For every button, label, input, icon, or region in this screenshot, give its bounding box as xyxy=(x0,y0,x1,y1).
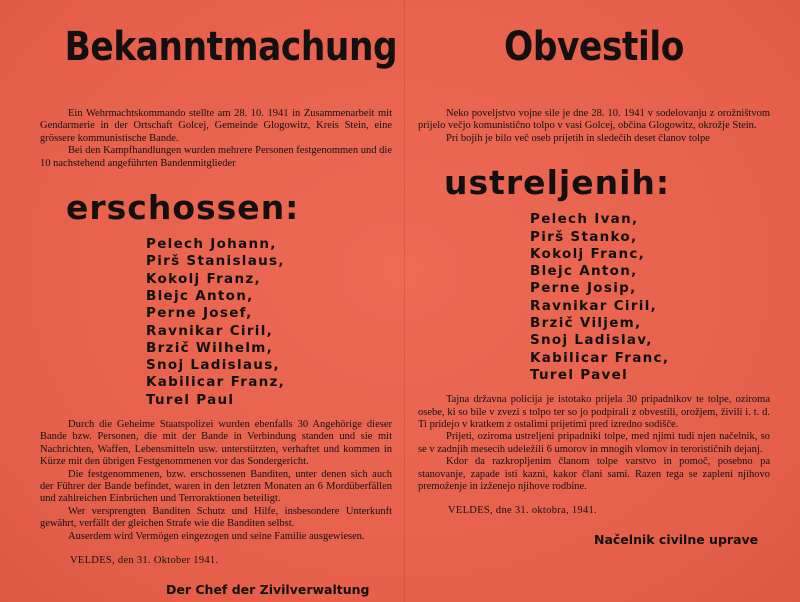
name-item: Snoj Ladislav, xyxy=(530,332,653,349)
name-item: Ravnikar Ciril, xyxy=(530,297,658,314)
german-body-paragraph-3: Wer versprengten Banditen Schutz und Hilfe, insbesondere Unterkunft gewährt, verfällt der gleichen Strafe wie die Banditen selbst. xyxy=(40,505,392,530)
german-intro-paragraph-2: Bei den Kampfhandlungen wurden mehrere Personen festgenommen und die 10 nachstehend angeführten Bandenmitglieder xyxy=(40,145,392,169)
slovene-column xyxy=(418,0,770,547)
slovene-intro xyxy=(418,108,770,145)
name-item: Turel Pavel xyxy=(530,366,629,383)
name-item: Pirš Stanislaus, xyxy=(146,253,285,270)
name-item: Kabilicar Franc, xyxy=(530,349,670,366)
name-item: Pirš Stanko, xyxy=(530,228,638,245)
german-column xyxy=(40,0,398,598)
name-item: Brzič Wilhelm, xyxy=(146,339,274,356)
slovene-title: Obvestilo xyxy=(504,24,684,70)
slovene-verdict-word: ustreljenih: xyxy=(444,163,671,203)
slovene-signature: Načelnik civilne uprave xyxy=(594,532,759,548)
slovene-intro-paragraph-2: Pri bojih je bilo več oseb prijetih in sledečih deset članov tolpe xyxy=(446,132,710,144)
slovene-body-paragraph-3: Kdor da razkropljenim članom tolpe varstvo in pomoč, posebno pa stanovanje, zapade isti kazni, kakor člani sami. Razen tega se zapleni njihovo premoženje in izženejo njihove rodbine. xyxy=(418,456,770,493)
name-item: Perne Josef, xyxy=(146,305,253,322)
german-body-paragraph-4: Auserdem wird Vermögen eingezogen und seine Familie ausgewiesen. xyxy=(68,530,365,542)
name-item: Snoj Ladislaus, xyxy=(146,357,280,374)
name-item: Pelech Ivan, xyxy=(530,211,639,228)
name-item: Ravnikar Ciril, xyxy=(146,322,274,339)
slovene-body xyxy=(418,394,770,493)
name-item: Brzič Viljem, xyxy=(530,315,642,331)
german-body xyxy=(40,419,392,543)
german-title: Bekanntmachung xyxy=(64,24,398,70)
german-body-paragraph-1: Durch die Geheime Staatspolizei wurden ebenfalls 30 Angehörige dieser Bande bzw. Personen, die mit der Bande in Verbindung standen und sie mit Nachrichten, Waffen, Lebensmitteln usw. unterstützten, verhaftet und kommen in Kürze mit den übrigen Festgenommenen vor das Sondergericht. xyxy=(40,419,392,468)
name-item: Kokolj Franc, xyxy=(530,245,646,262)
german-names-list xyxy=(146,236,392,409)
german-signature: Der Chef der Zivilverwaltung xyxy=(166,582,370,598)
german-body-paragraph-2: Die festgenommenen, bzw. erschossenen Banditen, unter denen sich auch der Führer der Bande befindet, waren in den letzten Monaten an 6 Mordüberfällen und zahlreichen Einbrüchen und Terroraktionen beteiligt. xyxy=(40,468,392,505)
column-divider xyxy=(404,0,405,602)
slovene-place-date: VELDES, dne 31. oktobra, 1941. xyxy=(448,505,597,517)
slovene-body-paragraph-1: Tajna državna policija je istotako prijela 30 pripadnikov te tolpe, oziroma osebe, ki so bile v zvezi s tolpo ter so jo podpirali z obvestili, orožjem, živili i. t. d. Ti pridejo v kratkem z ostalimi prijetimi pred izredno sodišče. xyxy=(418,394,770,430)
german-verdict-word: erschossen: xyxy=(66,188,300,228)
name-item: Turel Paul xyxy=(146,391,235,408)
name-item: Blejc Anton, xyxy=(146,287,254,304)
name-item: Pelech Johann, xyxy=(146,236,277,253)
slovene-body-paragraph-2: Prijeti, oziroma ustreljeni pripadniki tolpe, med njimi tudi njen načelnik, so se v zadnjih mesecih udeležili 6 umorov in mnogih vlomov in terorističnih dejanj. xyxy=(418,431,770,455)
name-item: Perne Josip, xyxy=(530,280,637,297)
name-item: Kokolj Franz, xyxy=(146,270,261,287)
name-item: Blejc Anton, xyxy=(530,263,638,280)
slovene-intro-paragraph-1: Neko poveljstvo vojne sile je dne 28. 10. 1941 v sodelovanju z orožništvom prijelo večjo komunistično tolpo v vasi Golcej, občina Glogowitz, okrožje Stein. xyxy=(418,108,770,132)
german-intro-paragraph-1: Ein Wehrmachtskommando stellte am 28. 10. 1941 in Zusammenarbeit mit Gendarmerie in der Ortschaft Golcej, Gemeinde Glogowitz, Kreis Stein, eine grössere kommunistische Bande. xyxy=(40,108,392,144)
slovene-names-list xyxy=(530,211,770,384)
german-intro xyxy=(40,108,392,170)
german-place-date: VELDES, den 31. Oktober 1941. xyxy=(70,555,219,567)
name-item: Kabilicar Franz, xyxy=(146,374,286,391)
